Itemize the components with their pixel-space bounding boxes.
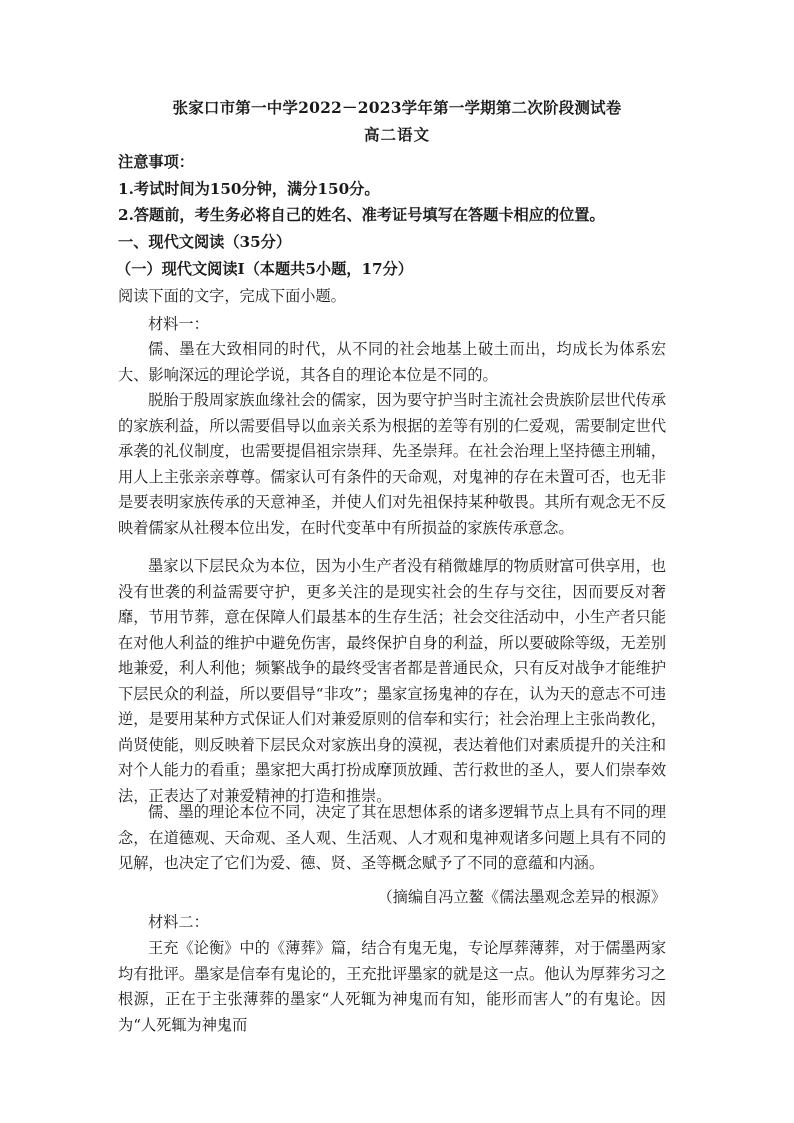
notice-heading: 注意事项： (118, 153, 194, 171)
material-1-paragraph-4: 儒、墨的理论本位不同，决定了其在思想体系的诸多逻辑节点上具有不同的理念，在道德观、天命观、圣人观、生活观、人才观和鬼神观诸多问题上具有不同的见解，也决定了它们为爱、德、贤、圣等概念赋予了不同的意蕴和内涵。 (118, 803, 666, 872)
material-1-paragraph-2: 脱胎于殷周家族血缘社会的儒家，因为要守护当时主流社会贵族阶层世代传承的家族利益，所以需要倡导以血亲关系为根据的差等有别的仁爱观，需要制定世代承袭的礼仪制度，也需要提倡祖宗崇拜、先圣崇拜。在社会治理上坚持德主刑辅，用人上主张亲亲尊尊。儒家认可有条件的天命观，对鬼神的存在未置可否，也无非是要表明家族传承的天意神圣，并使人们对先祖保持某种敬畏。其所有观念无不反映着儒家从社稷本位出发，在时代变革中有所损益的家族传承意念。 (118, 391, 666, 537)
material-2-paragraph-1: 王充《论衡》中的《薄葬》篇，结合有鬼无鬼，专论厚葬薄葬，对于儒墨两家均有批评。墨家是信奉有鬼论的，王充批评墨家的就是这一点。他认为厚葬劣习之根源，正在于主张薄葬的墨家“人死辄为神鬼而有知，能形而害人”的有鬼论。因为“人死辄为神鬼而 (118, 939, 666, 1034)
subject-title: 高二语文 (363, 125, 430, 144)
instruction-text: 阅读下面的文字，完成下面小题。 (118, 287, 346, 305)
notice-item-1: 1.考试时间为150分钟，满分150分。 (118, 180, 380, 198)
section-heading: 一、现代文阅读（35分） (118, 233, 292, 251)
section-subheading: （一）现代文阅读Ⅰ（本题共5小题，17分） (116, 260, 413, 278)
material-1-label: 材料一： (148, 315, 209, 333)
material-1-paragraph-1: 儒、墨在大致相同的时代，从不同的社会地基上破土而出，均成长为体系宏大、影响深远的理论学说，其各自的理论本位是不同的。 (118, 340, 666, 384)
exam-title: 张家口市第一中学2022－2023学年第一学期第二次阶段测试卷 (172, 98, 622, 117)
material-2-label: 材料二： (148, 913, 209, 931)
material-1-paragraph-3: 墨家以下层民众为本位，因为小生产者没有稍微雄厚的物质财富可供享用，也没有世袭的利益需要守护，更多关注的是现实社会的生存与交往，因而要反对奢靡，节用节葬，意在保障人们最基本的生存生活；社会交往活动中，小生产者只能在对他人利益的维护中避免伤害，最终保护自身的利益，所以要破除等级，无差别地兼爱，利人利他；频繁战争的最终受害者都是普通民众，只有反对战争才能维护下层民众的利益，所以要倡导“非攻”；墨家宣扬鬼神的存在，认为天的意志不可违逆，是要用某种方式保证人们对兼爱原则的信奉和实行；社会治理上主张尚教化，尚贤使能，则反映着下层民众对家族出身的漠视，表达着他们对素质提升的关注和对个人能力的看重；墨家把大禹打扮成摩顶放踵、苦行救世的圣人，要人们崇奉效法，正表达了对兼爱精神的打造和推崇。 (118, 557, 666, 805)
notice-item-2: 2.答题前，考生务必将自己的姓名、准考证号填写在答题卡相应的位置。 (118, 206, 605, 224)
material-1-source: （摘编自冯立鳌《儒法墨观念差异的根源》 (377, 888, 666, 906)
